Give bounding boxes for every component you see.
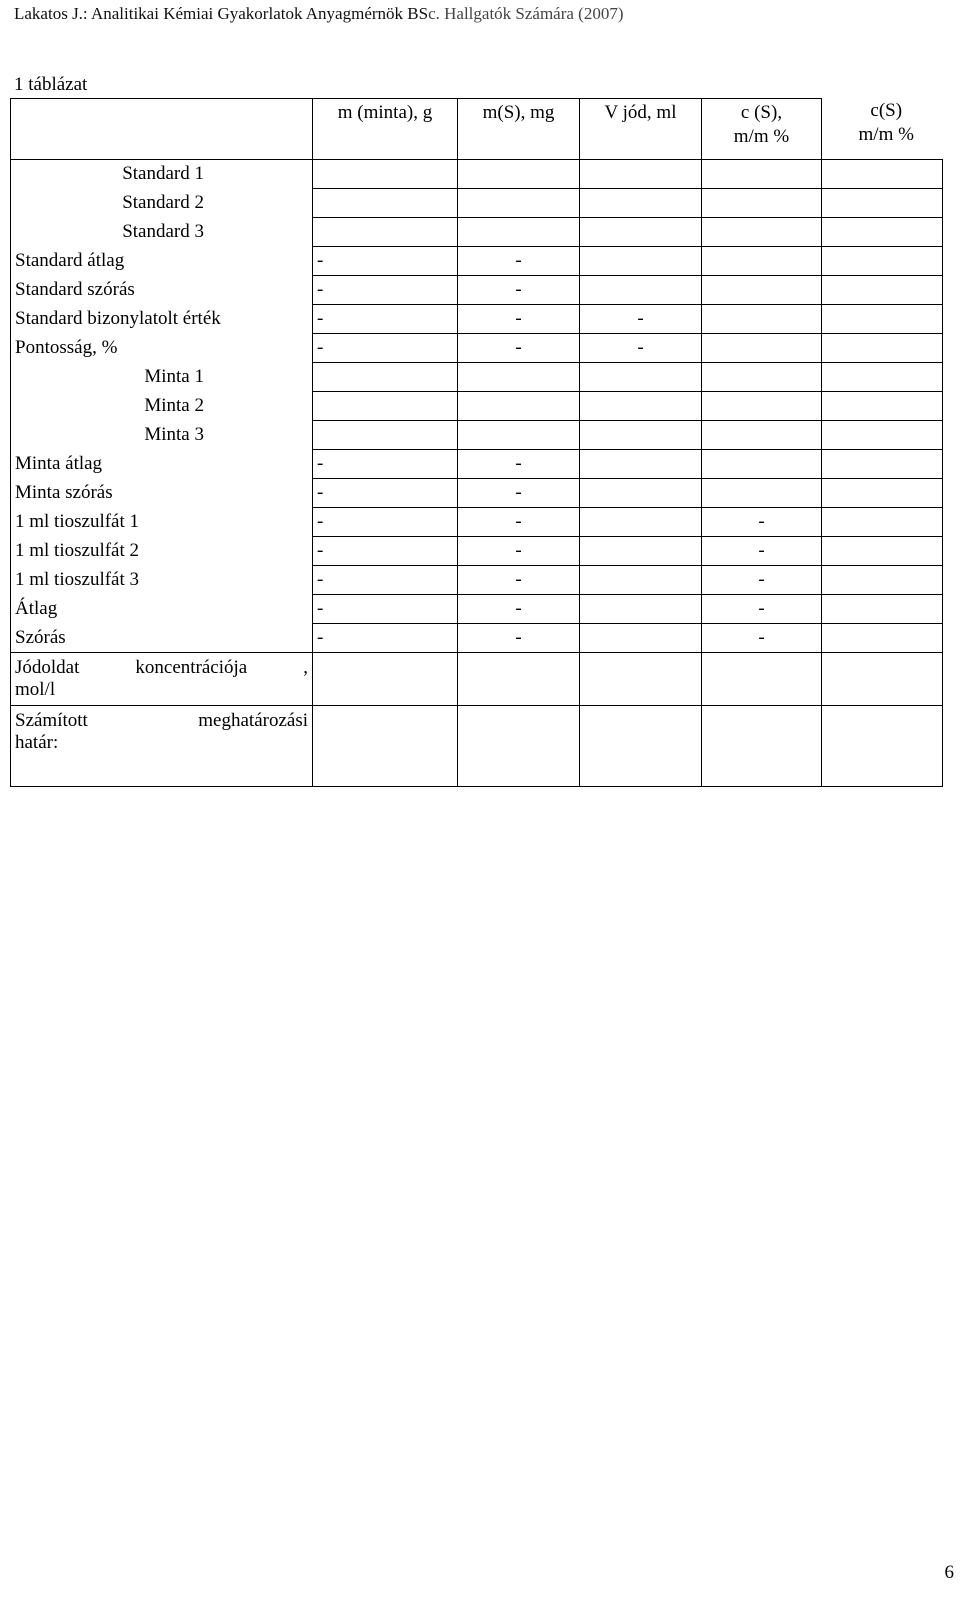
table-cell[interactable]: - xyxy=(458,334,580,363)
table-cell[interactable] xyxy=(822,218,943,247)
table-cell[interactable] xyxy=(822,392,943,421)
table-cell[interactable]: - xyxy=(702,566,822,595)
row-label: Átlag xyxy=(11,595,313,624)
row-label xyxy=(11,653,313,706)
table-cell[interactable] xyxy=(313,218,458,247)
table-row xyxy=(11,334,943,363)
table-cell[interactable]: - xyxy=(458,566,580,595)
table-cell[interactable] xyxy=(580,392,702,421)
table-cell[interactable] xyxy=(822,624,943,653)
table-cell[interactable] xyxy=(702,247,822,276)
label-line xyxy=(15,710,308,732)
row-label: Standard átlag xyxy=(11,247,313,276)
row-label: Standard 2 xyxy=(11,189,313,218)
table-cell[interactable] xyxy=(458,392,580,421)
table-cell[interactable] xyxy=(822,537,943,566)
table-cell[interactable] xyxy=(702,392,822,421)
table-cell[interactable] xyxy=(822,363,943,392)
row-label xyxy=(11,706,313,787)
table-row xyxy=(11,653,943,706)
table-cell[interactable]: - xyxy=(313,450,458,479)
table-cell[interactable] xyxy=(580,218,702,247)
table-caption: 1 táblázat xyxy=(14,74,88,95)
table-cell[interactable] xyxy=(313,706,458,787)
table-cell[interactable] xyxy=(580,276,702,305)
table-cell[interactable] xyxy=(580,595,702,624)
table-cell[interactable] xyxy=(313,392,458,421)
table-row xyxy=(11,189,943,218)
table-row xyxy=(11,363,943,392)
row-label: Minta szórás xyxy=(11,479,313,508)
table-cell[interactable]: - xyxy=(313,624,458,653)
table-row xyxy=(11,160,943,189)
table-cell[interactable] xyxy=(313,653,458,706)
running-header xyxy=(14,4,624,24)
table-cell[interactable] xyxy=(580,508,702,537)
table-cell[interactable]: - xyxy=(458,305,580,334)
table-cell[interactable]: - xyxy=(458,276,580,305)
table-cell[interactable]: - xyxy=(458,508,580,537)
table-cell[interactable] xyxy=(580,363,702,392)
table-cell[interactable] xyxy=(702,160,822,189)
header-cell xyxy=(702,99,822,160)
row-label: 1 ml tioszulfát 1 xyxy=(11,508,313,537)
table-cell[interactable]: - xyxy=(313,305,458,334)
table-cell[interactable]: - xyxy=(313,537,458,566)
label-line: mol/l xyxy=(15,679,56,700)
header-main-text: Lakatos J.: Analitikai Kémiai Gyakorlatok Anyagmérnök BS xyxy=(14,4,429,23)
header-cell-line: m/m % xyxy=(858,123,914,145)
header-cell-line: c(S) xyxy=(870,99,903,121)
table-cell[interactable] xyxy=(580,160,702,189)
table-cell[interactable]: - xyxy=(580,305,702,334)
label-line xyxy=(15,657,308,679)
table-cell[interactable]: - xyxy=(580,334,702,363)
table-cell[interactable] xyxy=(702,218,822,247)
table-cell[interactable] xyxy=(702,189,822,218)
table-cell[interactable] xyxy=(702,653,822,706)
table-cell[interactable] xyxy=(822,450,943,479)
table-cell[interactable] xyxy=(313,421,458,450)
results-table xyxy=(10,98,943,787)
table-cell[interactable] xyxy=(458,218,580,247)
table-cell[interactable]: - xyxy=(458,450,580,479)
table-row xyxy=(11,218,943,247)
table-cell[interactable] xyxy=(458,189,580,218)
table-cell[interactable] xyxy=(822,276,943,305)
header-cell: V jód, ml xyxy=(580,99,702,160)
label-word: , xyxy=(303,657,308,678)
table-cell[interactable] xyxy=(580,624,702,653)
table-cell[interactable]: - xyxy=(313,247,458,276)
row-label: Minta 3 xyxy=(11,421,313,450)
table-row xyxy=(11,706,943,787)
table-cell[interactable] xyxy=(822,595,943,624)
table-cell[interactable] xyxy=(313,160,458,189)
header-cell: m(S), mg xyxy=(458,99,580,160)
table-cell[interactable]: - xyxy=(313,334,458,363)
table-row xyxy=(11,276,943,305)
table-cell[interactable] xyxy=(458,706,580,787)
table-cell[interactable]: - xyxy=(458,479,580,508)
table-cell[interactable]: - xyxy=(458,247,580,276)
table-header-row xyxy=(11,99,943,160)
table-cell[interactable]: - xyxy=(702,508,822,537)
table-cell[interactable]: - xyxy=(313,508,458,537)
table-cell[interactable] xyxy=(702,479,822,508)
row-label: Minta átlag xyxy=(11,450,313,479)
table-cell[interactable] xyxy=(702,334,822,363)
table-cell[interactable] xyxy=(702,276,822,305)
row-label: Standard 1 xyxy=(11,160,313,189)
table-cell[interactable]: - xyxy=(313,479,458,508)
header-cell xyxy=(11,99,313,160)
row-label: 1 ml tioszulfát 2 xyxy=(11,537,313,566)
table-cell[interactable] xyxy=(702,305,822,334)
table-cell[interactable] xyxy=(458,363,580,392)
header-cell-line: c (S), xyxy=(740,102,783,123)
row-label: Standard szórás xyxy=(11,276,313,305)
row-label: Standard bizonylatolt érték xyxy=(11,305,313,334)
page-number: 6 xyxy=(944,1562,954,1583)
table-row xyxy=(11,537,943,566)
table-cell[interactable]: - xyxy=(458,595,580,624)
table-cell[interactable] xyxy=(702,706,822,787)
label-word: Számított xyxy=(15,710,88,731)
table-cell[interactable] xyxy=(580,566,702,595)
table-cell[interactable]: - xyxy=(313,276,458,305)
table-cell[interactable] xyxy=(822,508,943,537)
table-cell[interactable]: - xyxy=(458,537,580,566)
row-label: Standard 3 xyxy=(11,218,313,247)
table-cell[interactable] xyxy=(580,537,702,566)
table-cell[interactable] xyxy=(822,566,943,595)
table-cell[interactable] xyxy=(458,653,580,706)
table-row xyxy=(11,508,943,537)
header-cell-line: m/m % xyxy=(733,126,790,147)
table-row xyxy=(11,305,943,334)
table-cell[interactable] xyxy=(580,247,702,276)
label-word: koncentrációja xyxy=(135,657,248,678)
table-cell[interactable]: - xyxy=(702,624,822,653)
table-cell[interactable] xyxy=(822,189,943,218)
table-row xyxy=(11,421,943,450)
row-label: Pontosság, % xyxy=(11,334,313,363)
table-row xyxy=(11,624,943,653)
row-label: Minta 1 xyxy=(11,363,313,392)
table-cell[interactable] xyxy=(822,421,943,450)
table-cell[interactable] xyxy=(580,706,702,787)
header-cell: m (minta), g xyxy=(313,99,458,160)
table-row xyxy=(11,479,943,508)
table-cell[interactable] xyxy=(822,247,943,276)
row-label: 1 ml tioszulfát 3 xyxy=(11,566,313,595)
table-cell[interactable] xyxy=(580,479,702,508)
table-cell[interactable] xyxy=(822,706,943,787)
table-cell[interactable] xyxy=(458,421,580,450)
row-label: Minta 2 xyxy=(11,392,313,421)
table-cell[interactable] xyxy=(822,160,943,189)
table-cell[interactable] xyxy=(822,334,943,363)
table-cell[interactable] xyxy=(702,450,822,479)
table-cell[interactable]: - xyxy=(313,595,458,624)
table-cell[interactable]: - xyxy=(313,566,458,595)
table-cell[interactable] xyxy=(702,421,822,450)
table-cell[interactable] xyxy=(580,421,702,450)
table-cell[interactable] xyxy=(458,160,580,189)
table-cell[interactable]: - xyxy=(702,537,822,566)
table-cell[interactable] xyxy=(822,653,943,706)
table-cell[interactable] xyxy=(580,653,702,706)
header-cell xyxy=(822,99,943,160)
table-row xyxy=(11,595,943,624)
table-row xyxy=(11,392,943,421)
row-label: Szórás xyxy=(11,624,313,653)
label-line: határ: xyxy=(15,732,59,753)
table-cell[interactable]: - xyxy=(458,624,580,653)
table-cell[interactable] xyxy=(822,479,943,508)
table-row xyxy=(11,247,943,276)
table-cell[interactable] xyxy=(822,305,943,334)
table-cell[interactable]: - xyxy=(702,595,822,624)
label-word: meghatározási xyxy=(198,710,308,731)
table-cell[interactable] xyxy=(313,363,458,392)
header-faded-text: c. Hallgatók Számára (2007) xyxy=(428,4,624,23)
table-row xyxy=(11,566,943,595)
table-row xyxy=(11,450,943,479)
table-cell[interactable] xyxy=(580,450,702,479)
label-word: Jódoldat xyxy=(15,657,80,678)
table-cell[interactable] xyxy=(702,363,822,392)
table-cell[interactable] xyxy=(313,189,458,218)
table-cell[interactable] xyxy=(580,189,702,218)
